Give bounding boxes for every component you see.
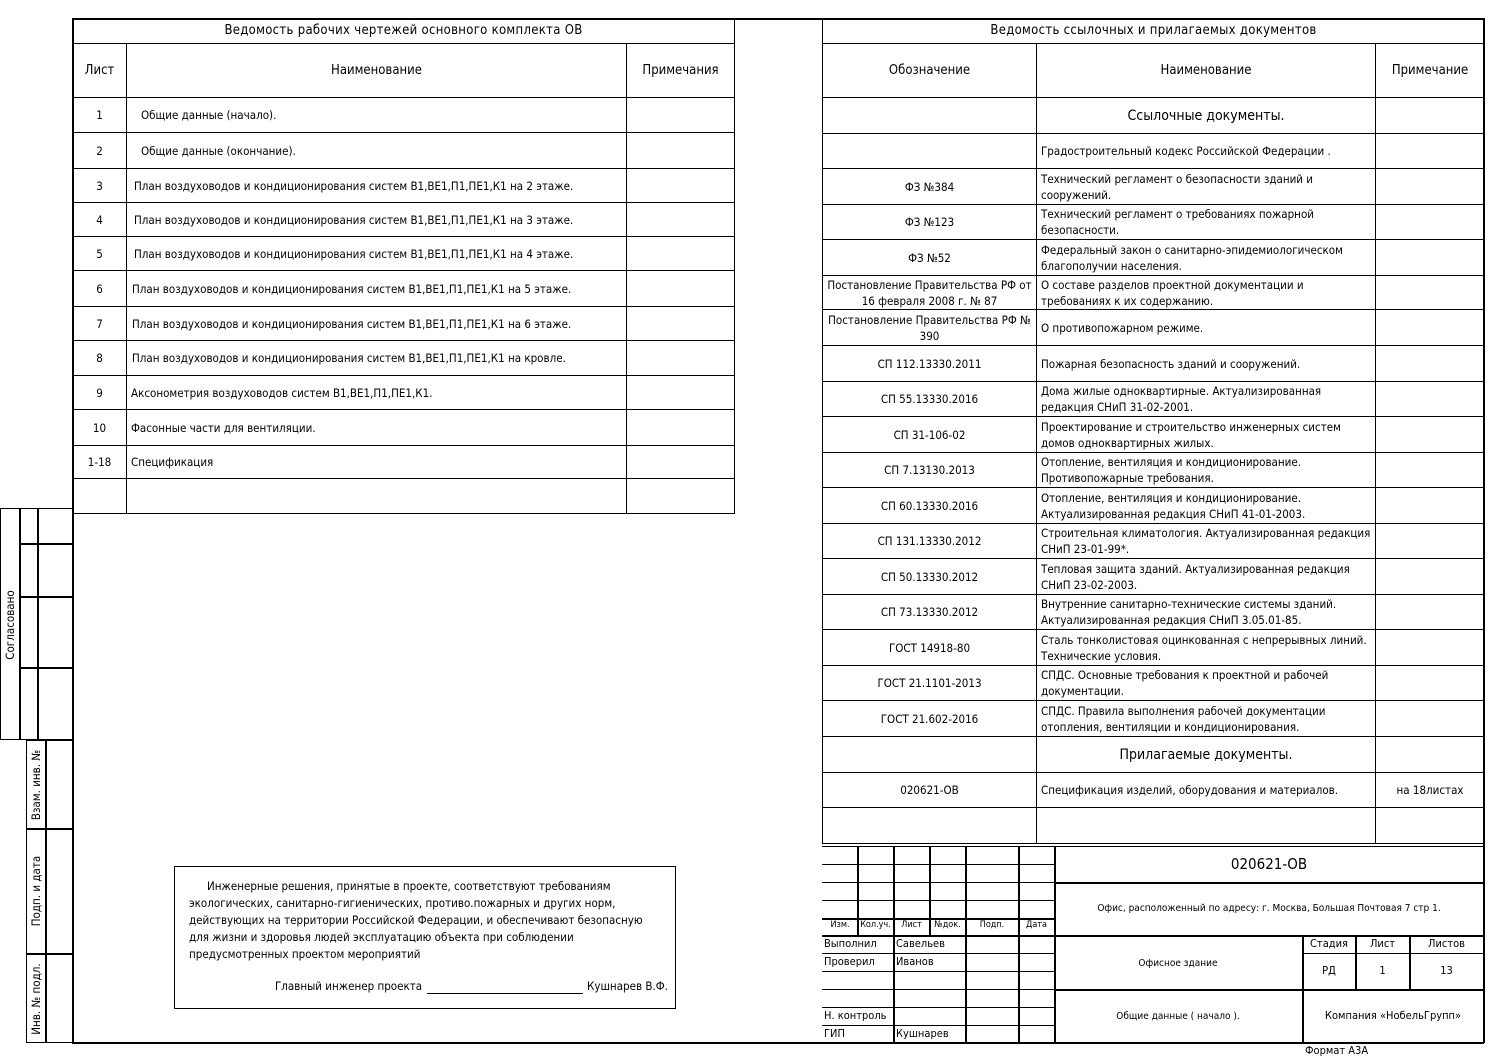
table-row-empty (73, 479, 735, 514)
object-address: Офис, расположенный по адресу: г. Москва, Большая Почтовая 7 стр 1. (1097, 903, 1441, 914)
table-row: 1 Общие данные (начало). (73, 98, 735, 133)
signature-line (427, 993, 583, 994)
table-row: СП 112.13330.2011 Пожарная безопасность зданий и сооружений. (823, 346, 1485, 382)
table-row: 8 План воздуховодов и кондиционирования систем В1,ВЕ1,П1,ПЕ1,К1 на кровле. (73, 341, 735, 376)
inv-replace-label: Взам. инв. № (29, 749, 43, 821)
table-row: 6 План воздуховодов и кондиционирования систем В1,ВЕ1,П1,ПЕ1,К1 на 5 этаже. (73, 271, 735, 307)
table-row: ФЗ №52 Федеральный закон о санитарно-эпидемиологическом благополучии населения. (823, 240, 1485, 276)
statement-signer-name: Кушнарев В.Ф. (587, 979, 668, 993)
table-row-empty (823, 808, 1485, 844)
table-row: СП 7.13130.2013 Отопление, вентиляция и кондиционирование. Противопожарные требования. (823, 453, 1485, 488)
table-row: 9 Аксонометрия воздуховодов систем В1,ВЕ1,П1,ПЕ1,К1. (73, 376, 735, 410)
sheet-label: Лист (1369, 937, 1396, 950)
col-kol: Кол.уч. (860, 920, 891, 930)
table-row: 2 Общие данные (окончание). (73, 133, 735, 169)
col-podp: Подп. (979, 920, 1005, 930)
building-name: Офисное здание (1138, 958, 1218, 969)
role-checked: Проверил (824, 955, 875, 968)
sign-date-label: Подп. и дата (29, 855, 43, 927)
statement-signer-role: Главный инженер проекта (275, 979, 423, 993)
table-row: 020621-ОВ Спецификация изделий, оборудования и материалов. на 18листах (823, 773, 1485, 808)
table-row: СП 60.13330.2016 Отопление, вентиляция и кондиционирование. Актуализированная редакция СНиП 41-01-2003. (823, 488, 1485, 524)
references-title: Ведомость ссылочных и прилагаемых документов (823, 19, 1485, 44)
table-row: СП 55.13330.2016 Дома жилые одноквартирные. Актуализированная редакция СНиП 31-02-2001. (823, 382, 1485, 417)
inventory-stamp (26, 740, 73, 1043)
table-row: ФЗ №123 Технический регламент о требованиях пожарной безопасности. (823, 205, 1485, 240)
col-name-header: Наименование (127, 44, 627, 98)
drawings-list-table (72, 18, 735, 514)
stage-value: РД (1322, 964, 1336, 977)
role-norm-control: Н. контроль (824, 1009, 887, 1022)
table-row: СП 31-106-02 Проектирование и строительство инженерных систем домов одноквартирных жилых. (823, 417, 1485, 453)
table-row: ГОСТ 21.1101-2013 СПДС. Основные требования к проектной и рабочей документации. (823, 666, 1485, 701)
sheets-label: Листов (1428, 937, 1465, 950)
table-row: ГОСТ 21.602-2016 СПДС. Правила выполнения рабочей документации отопления, вентиляции и кондиционирования. (823, 701, 1485, 737)
table-row: 4 План воздуховодов и кондиционирования систем В1,ВЕ1,П1,ПЕ1,К1 на 3 этаже. (73, 203, 735, 237)
table-row: СП 73.13330.2012 Внутренние санитарно-технические системы зданий. Актуализированная редакция СНиП 3.05.01-85. (823, 595, 1485, 630)
agreed-stamp (0, 508, 73, 740)
col-izm: Изм. (830, 920, 850, 930)
stage-label: Стадия (1310, 937, 1348, 950)
table-row: Постановление Правительства РФ от 16 февраля 2008 г. № 87 О составе разделов проектной документации и требованиях к их содержанию. (823, 276, 1485, 310)
table-row: 1-18 Спецификация (73, 446, 735, 479)
references-table (822, 18, 1485, 844)
table-row: 10 Фасонные части для вентиляции. (73, 410, 735, 446)
section-referenced-docs: Ссылочные документы. (1037, 98, 1376, 134)
table-row: 5 План воздуховодов и кондиционирования систем В1,ВЕ1,П1,ПЕ1,К1 на 4 этаже. (73, 237, 735, 271)
statement-text: Инженерные решения, принятые в проекте, соответствуют требованиям экологических, санитарно-гигиенических, противо.пожарных и других норм, действующих на территории Российской Федерации, и обеспечивают безопасную для жизни и здоровья людей эксплуатацию объекта при соблюдении предусмотренных проектом мероприятий (189, 879, 643, 961)
document-code: 020621-ОВ (1230, 855, 1308, 873)
table-row: Постановление Правительства РФ № 390 О противопожарном режиме. (823, 310, 1485, 346)
col-name-header: Наименование (1037, 44, 1376, 98)
name-performed: Савельев (896, 937, 945, 950)
table-row: 7 План воздуховодов и кондиционирования систем В1,ВЕ1,П1,ПЕ1,К1 на 6 этаже. (73, 307, 735, 341)
name-gip: Кушнарев (896, 1027, 949, 1040)
table-row: СП 131.13330.2012 Строительная климатология. Актуализированная редакция СНиП 23-01-99*. (823, 524, 1485, 559)
sheet-value: 1 (1379, 964, 1386, 977)
table-row: СП 50.13330.2012 Тепловая защита зданий. Актуализированная редакция СНиП 23-02-2003. (823, 559, 1485, 595)
table-row: ФЗ №384 Технический регламент о безопасности зданий и сооружений. (823, 169, 1485, 205)
name-checked: Иванов (896, 955, 934, 968)
table-row: ГОСТ 14918-80 Сталь тонколистовая оцинкованная с непрерывных линий. Технические условия. (823, 630, 1485, 666)
drawings-list-title: Ведомость рабочих чертежей основного комплекта ОВ (73, 19, 735, 44)
section-attached-docs: Прилагаемые документы. (1037, 737, 1376, 773)
title-block (822, 846, 1484, 1043)
inv-orig-label: Инв. № подл. (29, 963, 43, 1035)
sheets-value: 13 (1440, 964, 1453, 977)
table-row: 3 План воздуховодов и кондиционирования систем В1,ВЕ1,П1,ПЕ1,К1 на 2 этаже. (73, 169, 735, 203)
col-sheet-header: Лист (73, 44, 127, 98)
col-designation-header: Обозначение (823, 44, 1037, 98)
role-gip: ГИП (824, 1027, 845, 1040)
role-performed: Выполнил (824, 937, 877, 950)
col-data: Дата (1026, 920, 1047, 930)
col-list: Лист (901, 920, 922, 930)
compliance-statement (174, 866, 676, 1009)
col-ndok: №док. (934, 920, 961, 930)
col-note-header: Примечание (1376, 44, 1485, 98)
paper-format: Формат А3А (1305, 1044, 1369, 1057)
col-notes-header: Примечания (627, 44, 735, 98)
agreed-label: Согласовано (3, 590, 17, 660)
company-name: Компания «НобельГрупп» (1324, 1009, 1462, 1022)
drawing-name: Общие данные ( начало ). (1116, 1011, 1240, 1022)
table-row: Градостроительный кодекс Российской Федерации . (823, 134, 1485, 169)
